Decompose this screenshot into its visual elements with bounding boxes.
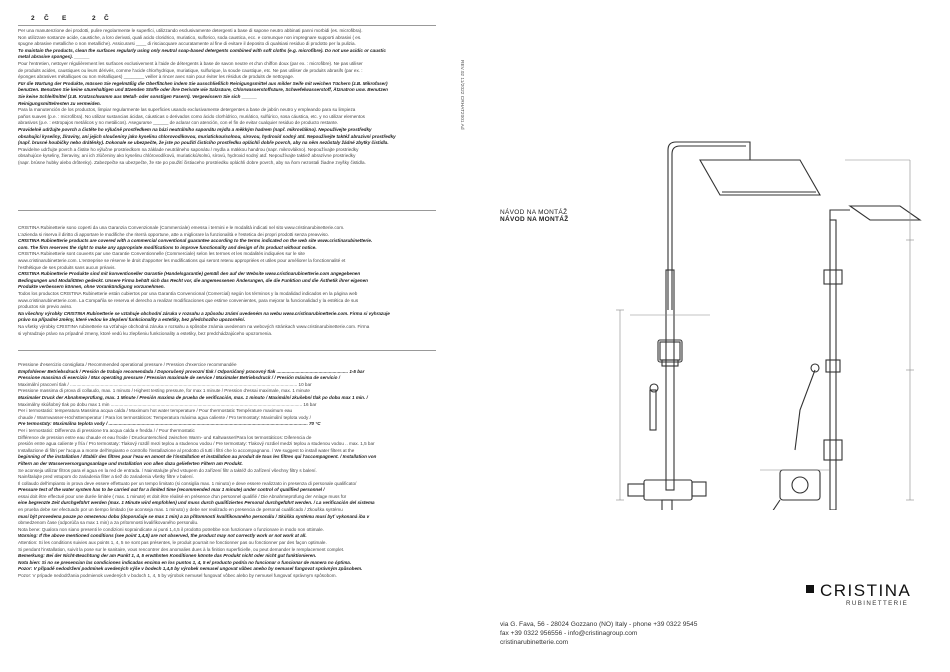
text-line: Bedingungen und Modalitäten gedeckt. Unsere Firma behält sich das Recht vor, die angemessenen Änderungen, die die Funktion und die Ästhetik ihrer eigenen	[18, 277, 368, 283]
text-line: L'azienda si riserva il diritto di apportare le modifiche che riterrà opportune, atte a migliorare la funzionalità e l'estetica dei propri prodotti senza preavviso.	[18, 231, 329, 237]
text-line: Filtern an der Wasserversorgungsanlage und Installation von allen dazu gelieferten Filtern am Produkt.	[18, 460, 243, 466]
text-line: Différence de pression entre eau chaude et eau froide / Druckunterschied zwischen Warm- und Kaltwasser/Para los termostáticos: Diferencia de	[18, 434, 312, 440]
text-line: Nainštalujte pred vstupom do zariadenia filter a tiež do zariadenia všetky filtre v balení.	[18, 474, 194, 480]
text-line: Produkte verbessern können, ohne Vorankündigung vorzunehmen.	[18, 284, 165, 290]
text-line: www.cristinarubinetterie.com. La Compañía se reserva el derecho a realizar modificaciones que estime convenientes, para mejorar la funcionalidad y la estética de sus	[18, 297, 359, 303]
specs-section	[18, 362, 436, 580]
text-line: benutzen. Benutzen Sie keine säurehaltigen und ätzenden Stoffe oder ihre Derivate wie Salzsäure, Chlorwasserstoffsäure, Schwefelwasserstoff, Ätznatron usw. Benutzen	[18, 87, 388, 93]
text-line: Per i termostatici: temperatura Massima acqua calda / Maximum hot water temperature / Pour thermostatic Température maximum eau	[18, 408, 293, 414]
text-line: CRISTINA Rubinetterie sono coperti da una Garanzia Convenzionale (Commerciale) emessa i termini e le modalità indicati nel sito www.cristinarubinetterie.com.	[18, 225, 345, 230]
text-line: si vyhradzuje právo na prípadné zmeny, ktoré vedú ku zlepšeniu funkcionality a estetiky, bez predchádzajúceho upozornenia.	[18, 330, 273, 336]
text-line: Warning: If the above mentioned conditions (see point 1,4,5) are not observed, the product may not correctly work or not work at all.	[18, 533, 307, 539]
text-line: CRISTINA Rubinetterie products are covered with a commercial conventional guarantee according to the terms indicated on the web site www.cristinarubinetterie.	[18, 238, 373, 244]
care-section	[18, 28, 436, 166]
header-marker: 2	[92, 15, 96, 22]
text-line: presión entre agua caliente y fría / Pro termostaty: Tlakový rozdíl mezi teplou a studenou vodou / Pre termostaty: Tlakový rozdiel medzi teplou a studenou vodou .. max. 1,5 bar	[18, 441, 375, 447]
text-line: právo na případné změny, které vedou ke zlepšení funkcionality a estetiky, bez předchozího upozornění.	[18, 317, 246, 323]
text-line: Attention: Si les conditions suivies aux points 1, 4, 5 ne sont pas présentes, le produit pourrait ne fonctionner pas ou fonctionner par des façon optimale.	[18, 540, 327, 546]
text-line: Pozor: V případě nedodržení podmínek uvedených výše v bodech 1,4,5 by výrobek nemusel ungovat vůbec anebo by nemusel fungovat správným způsobem.	[18, 566, 363, 572]
text-line: (napr. brúsne hubky alebo drôtenky). Zabezpečte sa ubezpečte, že ste po použití čistiaceho prostriedku opláchli dobre povrch, aby na ňom nezostali žiadne zvyšky čistidla.	[18, 159, 366, 165]
text-line: paños suaves (p.e. : microfibra). No utilizar sustancias ácidas, cáusticas o derivados como ácido clorhídrico, muriático, sulfúrico, sosa cáustica, etc. y no utilizar elementos	[18, 113, 365, 119]
text-line: Pour l'entretien, nettoyer régulièrement les surfaces exclusivement à l'aide de détergents à base de savon neutre et d'un chiffon doux (par ex. : microfibre). Ne pas utiliser	[18, 60, 363, 66]
address-line: fax +39 0322 956556 - info@cristinagroup.com	[500, 630, 638, 637]
guarantee-section	[18, 225, 436, 337]
website-link[interactable]: cristinarubinetterie.com	[500, 639, 569, 646]
address-line: via G. Fava, 56 - 28024 Gozzano (NO) Italy - phone +39 0322 9545	[500, 621, 698, 628]
text-line: Reinigungsmittelresten zu vermeiden.	[18, 100, 101, 106]
manual-title-bold: NÁVOD NA MONTÁŽ	[500, 216, 569, 223]
manual-title: NÁVOD NA MONTÁŽ	[500, 209, 568, 216]
text-line: musí být provedena pouze po omezenou dobu (doporučuje se max 1 min) a za přítomnosti kvalifikovaného personálu / Skúška systému musí byť vykonaná iba v	[18, 513, 370, 519]
text-line: Empfohlener Betriebsdruck / Presión de trabajo recomendada / Doporučený provozní tlak / Odporúčaný pracovný tlak ........................................................ 1-5 bar	[18, 368, 365, 374]
cristina-logo	[806, 583, 926, 623]
divider	[18, 210, 436, 211]
text-line: éponges abrasives métalliques ou non métalliques) ________ veiller à rincer avec soin pour éviter les résidus de produits de nettoyage.	[18, 74, 295, 80]
text-line: Pressure test of the water system has to be carried out for a limited time (recommended max 1 minute) under control of qualified personnel /	[18, 487, 325, 493]
header-bar	[18, 11, 436, 26]
text-line: spugne abrasive metalliche o non metalliche). Assicurarsi ____ di risciacquare accuratamente al fine di evitare il deposito di qualsiasi residuo di prodotto per la pulizia.	[18, 41, 356, 47]
text-line: CRISTINA Rubinetterie Produkte sind mit konventioneller Garantie (Handelsgarantie) gemäß den auf der Website www.cristinarubinetterie.com angegebenen	[18, 271, 361, 277]
text-line: Para la manutención de los productos, limpiar regularmente las superficies usando exclusivamente detergentes a base de jabón neutro y empleando para su limpieza	[18, 107, 356, 113]
text-line: Per una manutenzione dei prodotti, pulire regolarmente le superfici, utilizzando esclusivamente detergenti a base di sapone neutro abbinati panni morbidi (es. microfibra).	[18, 28, 363, 33]
text-line: (např. brusné houbičky nebo drátěnky). Dokonale se ubezpečte, že jste po použití čisticího prostředku opláchli dobře povrch, aby na něm nezůstaly žádné zbytky čistidla.	[18, 140, 389, 146]
text-line: Für die Wartung der Produkte, müssen Sie regelmäßig die Oberflächen indem Sie ausschließlich Reinigungsmittel aus milder Seife mit weichen Tüchern (z.B. Mikrofaser)	[18, 80, 388, 86]
text-line: Maximálny skúšobný tlak po dobu max 1 min ...................................................................................................................................................... 16 bar	[18, 401, 317, 407]
reference-code	[456, 60, 464, 210]
divider	[18, 350, 436, 351]
text-line: Se aconseja utilizar filtros para el agua en la red de entrada. / Nainstalujte před vstupem do zařízení filtr a taktéž do zařízení všechny filtry s balení.	[18, 467, 317, 473]
text-line: Il collaudo dell'impianto in prova deve essere effettuato per un tempo limitato (si consiglia max. 1 minuto) e deve essere realizzato in presenza di personale qualificato/	[18, 480, 357, 486]
text-line: Nota bene: Qualora non siano presenti le condizioni sopraindicate ai punti 1,4,5 il prodotto potrebbe non funzionare o funzionare in modo non ottimale.	[18, 526, 324, 532]
text-line: Na všetky výrobky CRISTINA rubinetterie sa vzťahuje obchodná záruka v rozsahu a spôsobe známia uvedenom na webových stránkach www.cristinarubinetterie.com. Firma	[18, 323, 370, 329]
logo-brand: CRISTINA	[820, 581, 912, 600]
text-line: Pravidelně udržujte povrch a čistěte ho výlučně prostředkem na bázi neutrálního saponátu mýdla a měkkým hadrem (např. mikrovlákno). Nepoužívejte prostředky	[18, 126, 372, 132]
text-line: Per i termostatici: Differenza di pressione tra acqua calda e fredda / / Pour thermostatic	[18, 427, 195, 433]
header-marker: E	[62, 15, 67, 22]
text-line: Sie keine Schleifmittel (z.B. Kratzschwamm aus Metall- oder sonstigen Fasern). Vergewissern Sie sich ______	[18, 93, 258, 99]
text-line: productos sin previo aviso.	[18, 304, 73, 310]
text-line: obsahujúce kyseliny, žieraviny, ani ich zlúčeniny ako kyselinu chlórovodíkovú, muriatickú/solnú, sírovú, hydroxid sodný atď. Nepoužívajte taktiež abrazívne prostriedky	[18, 153, 356, 159]
text-line: Pressione massima di esercizio / Max operating pressure / Pression maximale de service / Maximaler Betriebsdruck / / Presión máxima de servicio /	[18, 375, 340, 381]
text-line: metal abrasive sponges). ______	[18, 54, 90, 60]
text-line: Pozor: V prípade nedodržania podmienok uvedených v bodoch 1, 4, 5 by výrobok nemusel fungovať vôbec alebo by nemusel fungovať správnym spôsobom.	[18, 573, 337, 578]
text-line: www.cristinarubinetterie.com. L'entreprise se réserve le droit d'apporter les modifications qui seront retenu appropriées et utiles pour améliorer la fonctionnalité et	[18, 257, 346, 263]
text-line: Installazione di filtri per l'acqua a monte dell'impianto e controllo l'installazione al prodotto di tutti i filtri che lo accompagnano. / We suggest to install water filters at the	[18, 447, 355, 453]
text-line: Nota bien: Si no se presencian las condiciones indicadas encima en los puntos 1, 4, 5 el producto podría no funcionar o funcionar de manera no óptima.	[18, 559, 352, 565]
shower-column-drawing	[610, 120, 940, 510]
text-line: Pravidelne udržujte povrch a čistite ho výlučne prostriedkom na základe neutrálneho saponátu / mydla a mäkkou handrou (napr. mikrovlákno). Nepoužívajte prostriedky	[18, 146, 359, 152]
logo-square-icon	[806, 585, 814, 593]
text-line: l'esthétique de ses produits sans aucun préavis.	[18, 264, 116, 270]
text-line: Maximaler Druck der Abnahmeprüfung, max. 1 Minute / Presión maxima de prueba de verificación, max. 1 minuto / Maximální zkušební tlak po dobu max 1 min. /	[18, 394, 368, 400]
text-line: abrasivos (p.e. : estropajos metálicos y no metálicos). Asegurarse ______ de aclarar con atención, con el fin de evitar cualquier residuo de producto restante.	[18, 120, 339, 126]
text-line: Bemerkung: Bei der Nicht-Beachtung der am Punkt 1, 4, 5 erwähnten Konditionen könnte das Produkt nicht oder nicht gut funktionieren.	[18, 553, 317, 559]
text-line: en prueba debe ser efectuado por un tiempo limitado (se aconseja max. 1 minuto) y debe ser realizado en presencia de personal cualificado / Zkouška systému	[18, 507, 343, 513]
text-line: Todos los productos CRISTINA Rubinetterie están cubiertos por una Garantía Convencional (Comercial) según los términos y la modalidad indicados en la página web	[18, 290, 358, 296]
reference-code-text: REV.02 11/2022 CRHAT2001 Ad	[459, 60, 464, 130]
text-line: Na všechny výrobky CRISTINA Rubinetterie se vztahuje obchodní záruka v rozsahu a způsobu známí uvedeném na webu www.cristinarubinetterie.com. Firma si vyhrazuje	[18, 310, 390, 316]
text-line: Si pendant l'installation, suivit la pose sur le sanitaire, vous rencontrer des anomalies dues à la finition superficielle, ou peut demander le remplacement complet.	[18, 546, 345, 552]
text-line: obsahující kyseliny, žíraviny, ani jejich sloučeniny jako kyselinu chlorovodíkovou, muriatickou/solnou, sírovou, hydroxid sodný atd. Nepoužívejte taktéž abrazivní prostředky	[18, 133, 396, 139]
text-line: obmedzenom čase (odporúča sa max 1 min) a za prítomnosti kvalifikovaného personálu.	[18, 520, 199, 526]
header-marker: Č	[44, 15, 49, 22]
logo-subtitle: RUBINETTERIE	[846, 600, 909, 607]
text-line: eine begrenzte Zeit durchgeführt werden (max. 1 Minute wird empfohlen) und muss durch qualifiziertes Personal durchgeführt werden. / La verificación del sistema	[18, 500, 375, 506]
text-line: Pressione d'esercizio consigliata / Recommended operational pressure / Pression d'exercice recommandée	[18, 362, 237, 367]
text-line: To maintain the products, clean the surfaces regularly using only neutral soap-based detergents combined with soft cloths (e.g. microfibre). Do not use acidic or caustic	[18, 47, 386, 53]
text-line: CRISTINA Rubinetterie sont couverts par une Garantie Conventionnelle (Commerciale) selon les termes et les modalités indiquées sur le site	[18, 251, 305, 257]
text-line: beginning of the installation / Établir des filtres pour l'eau en amont de l'installation et installation au produit de tous les filtres qui l'accompagnent. / Installation von	[18, 454, 377, 460]
text-line: essai doit être effectué pour une durée limitée ( max. 1 minute) et doit être réalisé en présence d'un personnel qualifié / Die Abnahmeprüfung der Anlage muss für	[18, 493, 347, 499]
text-line: Non utilizzare sostanze acide, caustiche, a loro derivati, quali acido cloridrico, muriatico, sulforico, soda caustica, ecc. e comunque non impregnare supporti abrasivi ( es.	[18, 34, 362, 40]
text-line: Maximální pracovní tlak / .................................................................................................................................................................................. 10 bar	[18, 381, 312, 387]
header-marker: Č	[104, 15, 109, 22]
header-marker: 2	[31, 15, 35, 22]
text-line: Pre termostaty: Maximálna teplota vody / ............................................................................................................................................................ 70 °C	[18, 421, 321, 427]
text-line: com. The firm reserves the right to make any appropriate modifications to improve functionality and design of its product without notice.	[18, 244, 317, 250]
text-line: chaude / Warmwasser-Höchsttemperatur / Para los termostáticos: Temperatura máxima agua caliente / Pro termostaty: Maximální teplota vody /	[18, 414, 311, 420]
text-line: Pressione massima di prova di collaudo, max. 1 minuto / Highest testing pressure, for max 1 minute / Pression d'essai maximale, max. 1 minute	[18, 388, 310, 394]
text-line: de produits acides, caustiques ou leurs dérivés, comme l'acide chlorhydrique, muriatique, sulfurique, la soude caustique, etc. Ne pas utiliser de produits abrasifs (par ex. :	[18, 67, 363, 73]
